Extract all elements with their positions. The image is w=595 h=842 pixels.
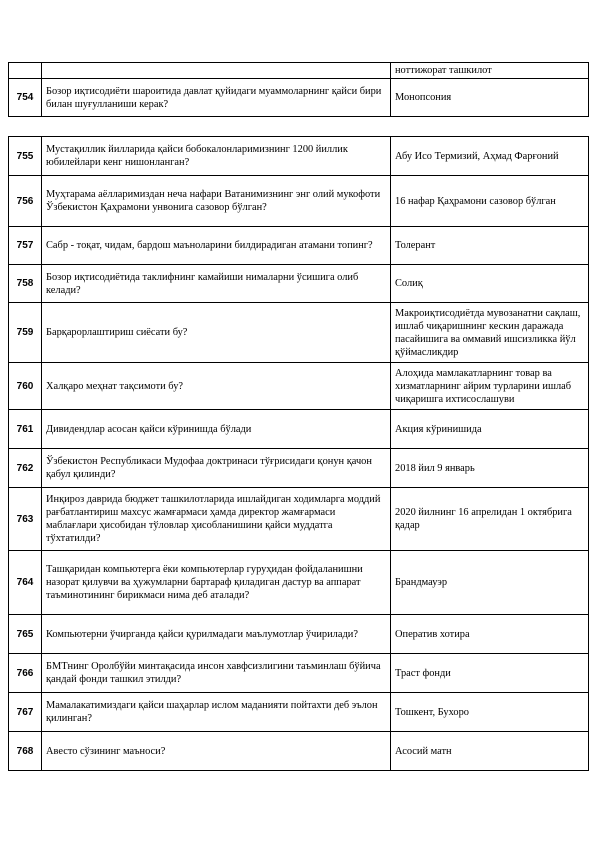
answer-cell: Траст фонди [391, 654, 589, 693]
row-number: 756 [9, 176, 42, 227]
table-row [9, 137, 589, 176]
row-number: 755 [9, 137, 42, 176]
question-cell: Муҳтарама аёлларимиздан неча нафари Ватанимизнинг энг олий мукофоти Ўзбекистон Қаҳрамони унвонига сазовор бўлган? [42, 176, 391, 227]
table-row [9, 488, 589, 551]
row-number: 765 [9, 615, 42, 654]
question-cell: Компьютерни ўчирганда қайси қурилмадаги маълумотлар ўчирилади? [42, 615, 391, 654]
row-number: 761 [9, 410, 42, 449]
table-row [9, 693, 589, 732]
answer-cell: Монопсония [391, 79, 589, 117]
table-row [9, 63, 589, 79]
row-number: 760 [9, 363, 42, 410]
answer-cell: Алоҳида мамлакатларнинг товар ва хизматларнинг айрим турларини ишлаб чиқаришга ихтисослашуви [391, 363, 589, 410]
row-number: 754 [9, 79, 42, 117]
row-number: 763 [9, 488, 42, 551]
table-row [9, 410, 589, 449]
answer-cell: Тошкент, Бухоро [391, 693, 589, 732]
answer-cell: Макроиқтисодиётда мувозанатни сақлаш, ишлаб чиқаришнинг кескин даражада пасайишига ва оммавий ишсизликка йўл қўймасликдир [391, 303, 589, 363]
question-cell: Инқироз даврида бюджет ташкилотларида ишлайдиган ходимларга моддий рағбатлантириш махсус жамғармаси ҳамда директор жамғармаси маблағлари ҳисобидан тўловлар ҳисобланишини қайси муддатга тўхтатилди? [42, 488, 391, 551]
question-cell: Ўзбекистон Республикаси Мудофаа доктринаси тўғрисидаги қонун қачон қабул қилинди? [42, 449, 391, 488]
question-cell: Мустақиллик йилларида қайси бобокалонларимизнинг 1200 йиллик юбилейлари кенг нишонланган? [42, 137, 391, 176]
answer-cell: Толерант [391, 227, 589, 265]
row-number: 759 [9, 303, 42, 363]
question-cell: БМТнинг Оролбўйи минтақасида инсон хавфсизлигини таъминлаш бўйича қандай фонди ташкил этилди? [42, 654, 391, 693]
question-cell: Бозор иқтисодиётида таклифнинг камайиши нималарни ўсишига олиб келади? [42, 265, 391, 303]
row-number: 766 [9, 654, 42, 693]
answer-cell: Акция кўринишида [391, 410, 589, 449]
question-cell: Барқарорлаштириш сиёсати бу? [42, 303, 391, 363]
answer-cell: Оператив хотира [391, 615, 589, 654]
table-row [9, 265, 589, 303]
row-number: 768 [9, 732, 42, 771]
table-row [9, 615, 589, 654]
answer-cell: Брандмауэр [391, 551, 589, 615]
table-row [9, 551, 589, 615]
answer-cell: 2018 йил 9 январь [391, 449, 589, 488]
answer-cell: Асосий матн [391, 732, 589, 771]
table-row [9, 303, 589, 363]
question-cell: Халқаро меҳнат тақсимоти бу? [42, 363, 391, 410]
question-cell: Ташқаридан компьютерга ёки компьютерлар гуруҳидан фойдаланишни назорат қилувчи ва ҳужумларни бартараф қиладиган дастур ва аппарат таъминотининг бирикмаси нима деб аталади? [42, 551, 391, 615]
table-row [9, 363, 589, 410]
question-cell: Авесто сўзининг маъноси? [42, 732, 391, 771]
question-cell: Дивидендлар асосан қайси кўринишда бўлади [42, 410, 391, 449]
answer-cell: Абу Исо Термизий, Аҳмад Фарғоний [391, 137, 589, 176]
table-row [9, 176, 589, 227]
question-cell: Сабр - тоқат, чидам, бардош маъноларини билдирадиган атамани топинг? [42, 227, 391, 265]
table-row [9, 654, 589, 693]
answer-cell: Солиқ [391, 265, 589, 303]
answer-cell: 2020 йилнинг 16 апрелидан 1 октябрига қадар [391, 488, 589, 551]
row-number: 758 [9, 265, 42, 303]
question-cell [42, 63, 391, 79]
answer-cell: 16 нафар Қаҳрамони сазовор бўлган [391, 176, 589, 227]
row-number: 764 [9, 551, 42, 615]
question-cell: Бозор иқтисодиёти шароитида давлат қуйидаги муаммоларнинг қайси бири билан шуғулланиши керак? [42, 79, 391, 117]
row-number: 762 [9, 449, 42, 488]
row-number [9, 63, 42, 79]
questions-table [8, 136, 589, 771]
table-row [9, 79, 589, 117]
row-number: 767 [9, 693, 42, 732]
question-cell: Мамалакатимиздаги қайси шаҳарлар ислом маданияти пойтахти деб эълон қилинган? [42, 693, 391, 732]
table-row [9, 732, 589, 771]
row-number: 757 [9, 227, 42, 265]
table-row [9, 227, 589, 265]
answer-cell: ноттижорат ташкилот [391, 63, 589, 79]
table-row [9, 449, 589, 488]
top-table-fragment [8, 62, 589, 117]
